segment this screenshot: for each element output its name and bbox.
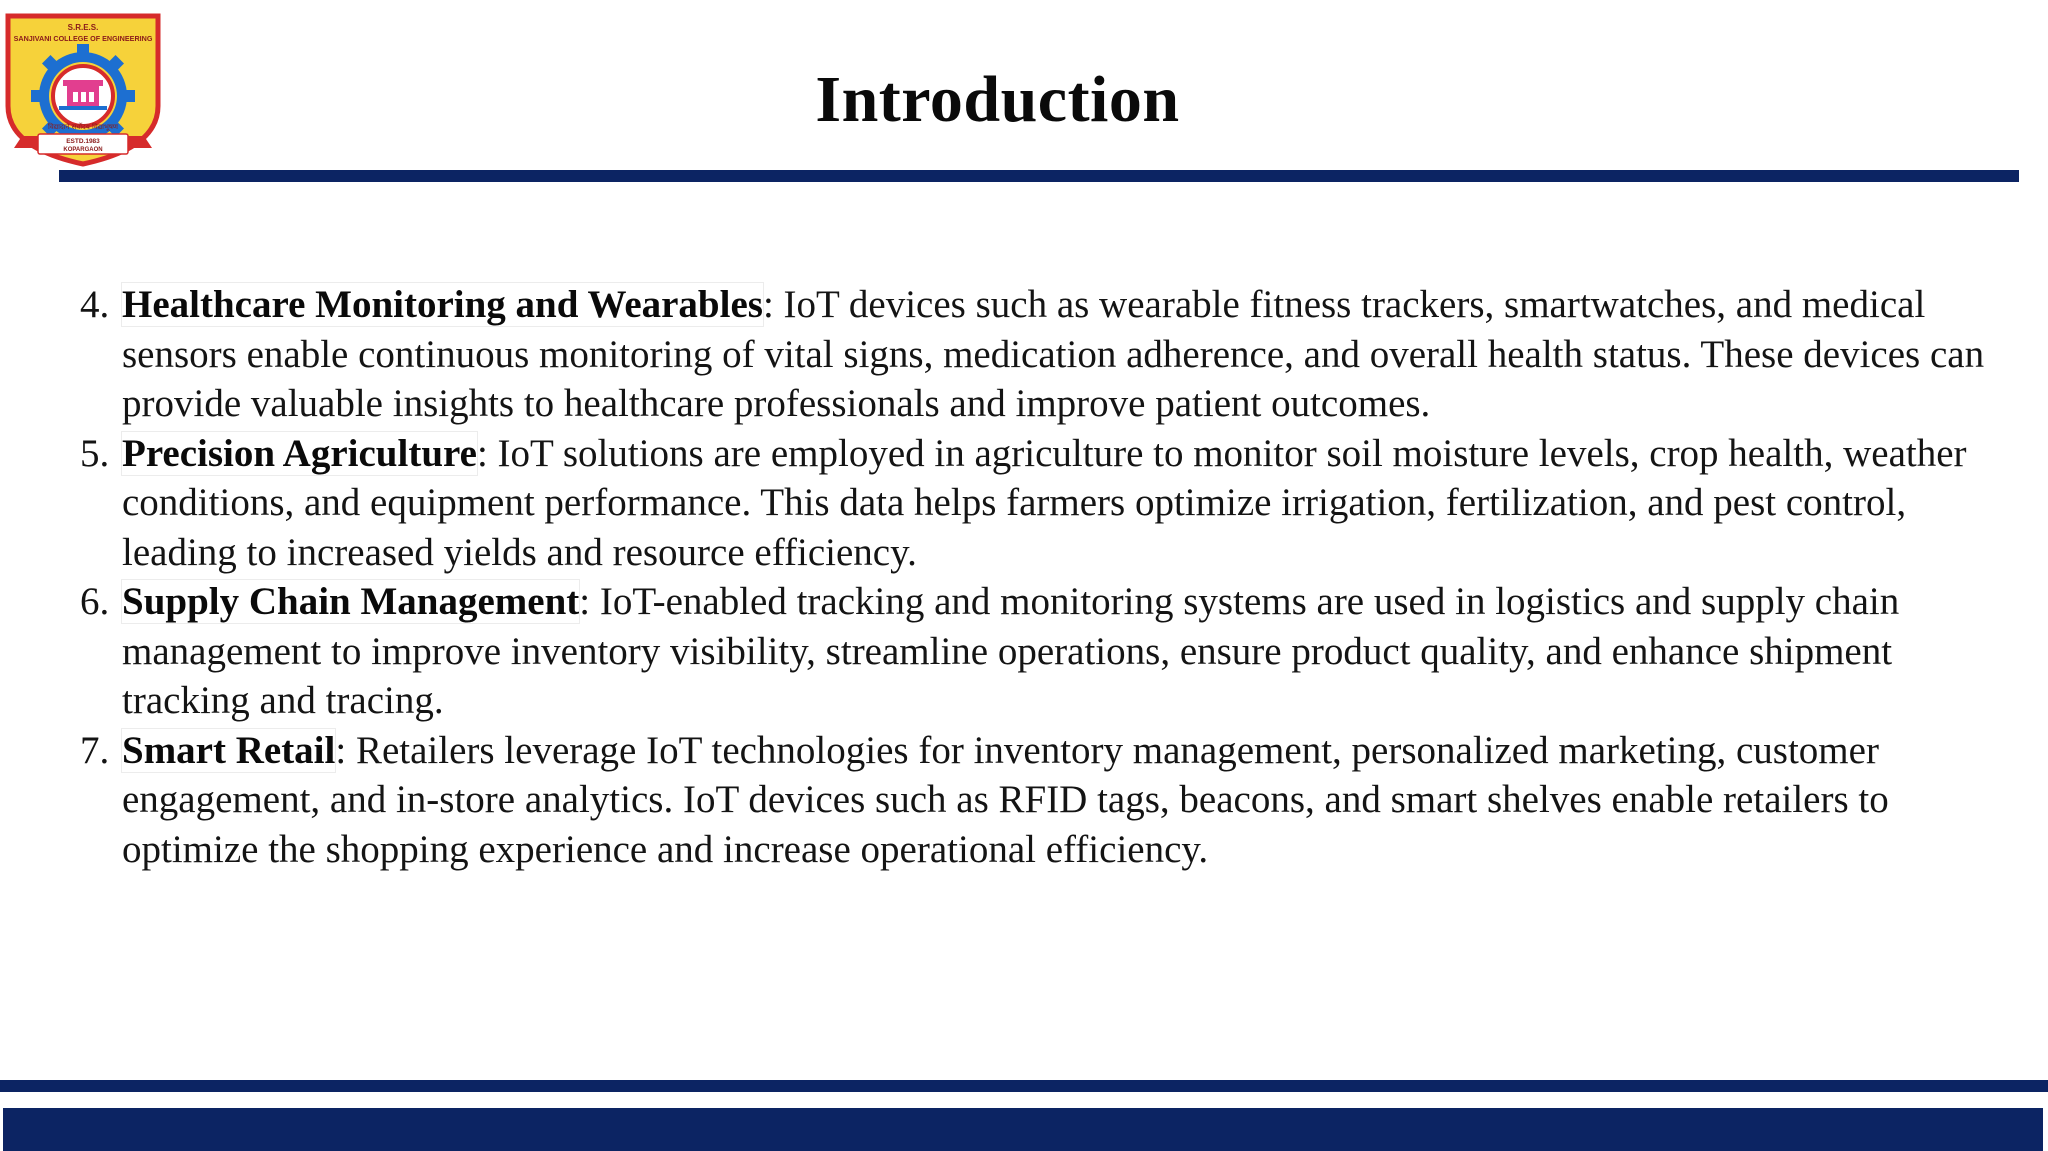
- list-item: [80, 429, 1995, 578]
- logo-top-text: S.R.E.S.: [67, 23, 99, 32]
- list-item-description: : IoT solutions are employed in agriculture to monitor soil moisture levels, crop health, weather conditions, and equipment performance. This data helps farmers optimize irrigation, fertilization, and pest control, leading to increased yields and resource efficiency.: [122, 431, 1967, 574]
- list-item-number: 7.: [80, 728, 110, 772]
- logo-college-name: SANJIVANI COLLEGE OF ENGINEERING: [13, 34, 153, 43]
- title-divider: [59, 170, 2019, 182]
- list-item-description: : IoT-enabled tracking and monitoring systems are used in logistics and supply chain management to improve inventory visibility, streamline operations, ensure product quality, and enhance shipment tracking and tracing.: [122, 580, 1900, 722]
- page-title: Introduction: [815, 63, 1180, 136]
- content-list: [80, 280, 1995, 874]
- list-item: [80, 577, 1995, 726]
- list-item-number: 5.: [80, 431, 110, 475]
- list-item-term: Precision Agriculture: [122, 431, 477, 475]
- list-item-term: Healthcare Monitoring and Wearables: [122, 283, 763, 326]
- list-item-number: 4.: [80, 283, 110, 326]
- list-item-term: Supply Chain Management: [122, 580, 580, 623]
- logo-place: KOPARGAON: [63, 147, 103, 153]
- list-item-number: 6.: [80, 580, 110, 623]
- list-item-description: : IoT devices such as wearable fitness trackers, smartwatches, and medical sensors enable continuous monitoring of vital signs, medication adherence, and overall health status. These devices can provide valuable insights to healthcare professionals and improve patient outcomes.: [122, 283, 1985, 425]
- list-item-description: : Retailers leverage IoT technologies for inventory management, personalized marketing, customer engagement, and in-store analytics. IoT devices such as RFID tags, beacons, and smart shelves enable retailers to optimize the shopping experience and increase operational efficiency.: [122, 728, 1889, 871]
- list-item-term: Smart Retail: [122, 728, 336, 772]
- logo-motto: विद्यादाने सर्वोदय विद्याभूषण: [48, 123, 118, 131]
- footer-bar: [3, 1108, 2043, 1151]
- logo-estd: ESTD.1983: [66, 138, 100, 145]
- list-item: [80, 280, 1995, 429]
- list-item: [80, 726, 1995, 875]
- footer-divider: [0, 1080, 2048, 1092]
